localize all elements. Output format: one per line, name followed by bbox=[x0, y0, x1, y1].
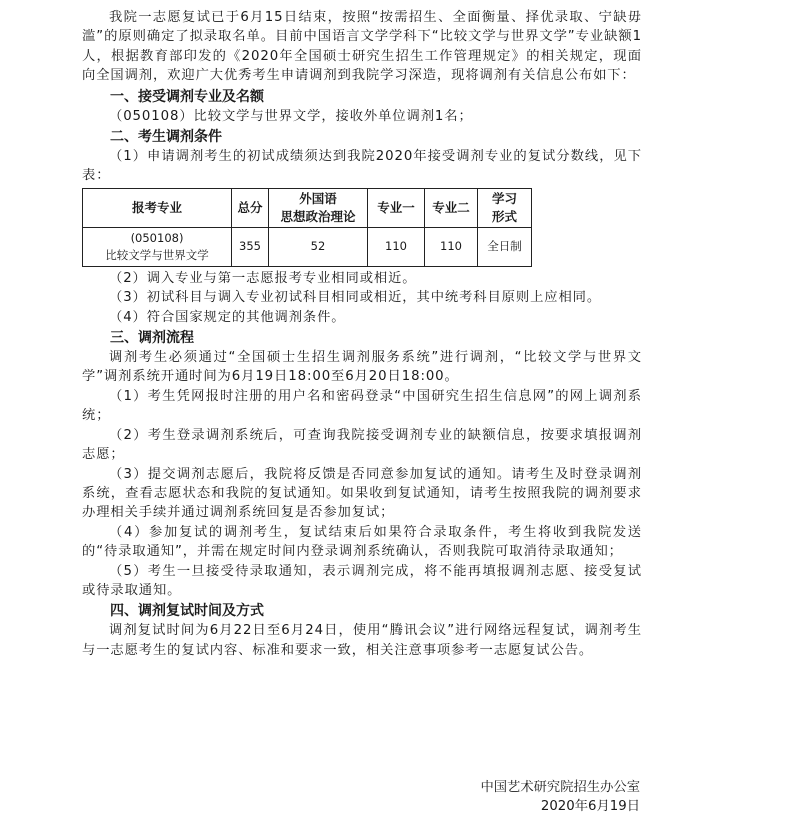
section-1-text: （050108）比较文学与世界文学，接收外单位调剂1名； bbox=[109, 108, 473, 124]
header-major: 报考专业 bbox=[83, 188, 232, 227]
header-study-mode: 学习 形式 bbox=[478, 188, 532, 227]
cell-major-1: 110 bbox=[368, 227, 425, 266]
process-step-3: （3）提交调剂志愿后，我院将反馈是否同意参加复试的通知。请考生及时登录调剂系统，查看志愿状态和我院的复试通知。如果收到复试通知，请考生按照我院的调剂要求办理相关手续并通过调剂系统回复是否参加复试； bbox=[82, 466, 642, 521]
process-intro: 调剂考生必须通过“全国硕士生招生调剂服务系统”进行调剂，“比较文学与世界文学”调剂系统开通时间为6月19日18:00至6月20日18:00。 bbox=[82, 350, 642, 385]
condition-3: （3）初试科目与调入专业初试科目相同或相近，其中统考科目原则上应相同。 bbox=[109, 290, 602, 306]
condition-2: （2）调入专业与第一志愿报考专业相同或相近。 bbox=[109, 270, 417, 286]
header-major-2: 专业二 bbox=[425, 188, 478, 227]
cell-foreign-politics: 52 bbox=[269, 227, 368, 266]
intro-paragraph: 我院一志愿复试已于6月15日结束，按照“按需招生、全面衡量、择优录取、宁缺毋滥”的原则确定了拟录取名单。目前中国语言文学学科下“比较文学与世界文学”专业缺额1人，根据教育部印发的《2020年全国硕士研究生招生工作管理规定》的相关规定，现面向全国调剂，欢迎广大优秀考生申请调剂到我院学习深造，现将调剂有关信息公布如下： bbox=[82, 10, 642, 84]
header-total: 总分 bbox=[232, 188, 269, 227]
condition-4: （4）符合国家规定的其他调剂条件。 bbox=[109, 309, 346, 325]
cell-total: 355 bbox=[232, 227, 269, 266]
cell-major-2: 110 bbox=[425, 227, 478, 266]
section-2-heading: 二、考生调剂条件 bbox=[110, 129, 222, 146]
cell-study-mode: 全日制 bbox=[478, 227, 532, 266]
table-row bbox=[83, 227, 532, 266]
signature-org: 中国艺术研究院招生办公室 bbox=[480, 780, 640, 795]
process-step-4: （4）参加复试的调剂考生，复试结束后如果符合录取条件，考生将收到我院发送的“待录取通知”，并需在规定时间内登录调剂系统确认，否则我院可取消待录取通知； bbox=[82, 524, 642, 560]
cell-major: (050108) 比较文学与世界文学 bbox=[83, 227, 232, 266]
notice-body bbox=[82, 8, 642, 660]
score-table bbox=[82, 188, 532, 267]
section-4-heading: 四、调剂复试时间及方式 bbox=[110, 603, 264, 620]
signature-date: 2020年6月19日 bbox=[540, 799, 640, 814]
condition-1: （1）申请调剂考生的初试成绩须达到我院2020年接受调剂专业的复试分数线，见下表： bbox=[82, 149, 642, 184]
process-step-5: （5）考生一旦接受待录取通知，表示调剂完成，将不能再填报调剂志愿、接受复试或待录取通知。 bbox=[82, 563, 642, 598]
section-3-heading: 三、调剂流程 bbox=[110, 330, 194, 347]
process-step-1: （1）考生凭网报时注册的用户名和密码登录“中国研究生招生信息网”的网上调剂系统； bbox=[82, 388, 642, 424]
section-1-heading: 一、接受调剂专业及名额 bbox=[110, 88, 264, 105]
section-4-text: 调剂复试时间为6月22日至6月24日，使用“腾讯会议”进行网络远程复试，调剂考生与一志愿考生的复试内容、标准和要求一致，相关注意事项参考一志愿复试公告。 bbox=[82, 623, 642, 658]
header-foreign-politics: 外国语 思想政治理论 bbox=[269, 188, 368, 227]
header-major-1: 专业一 bbox=[368, 188, 425, 227]
table-header-row bbox=[83, 188, 532, 227]
process-step-2: （2）考生登录调剂系统后，可查询我院接受调剂专业的缺额信息，按要求填报调剂志愿； bbox=[82, 427, 642, 463]
